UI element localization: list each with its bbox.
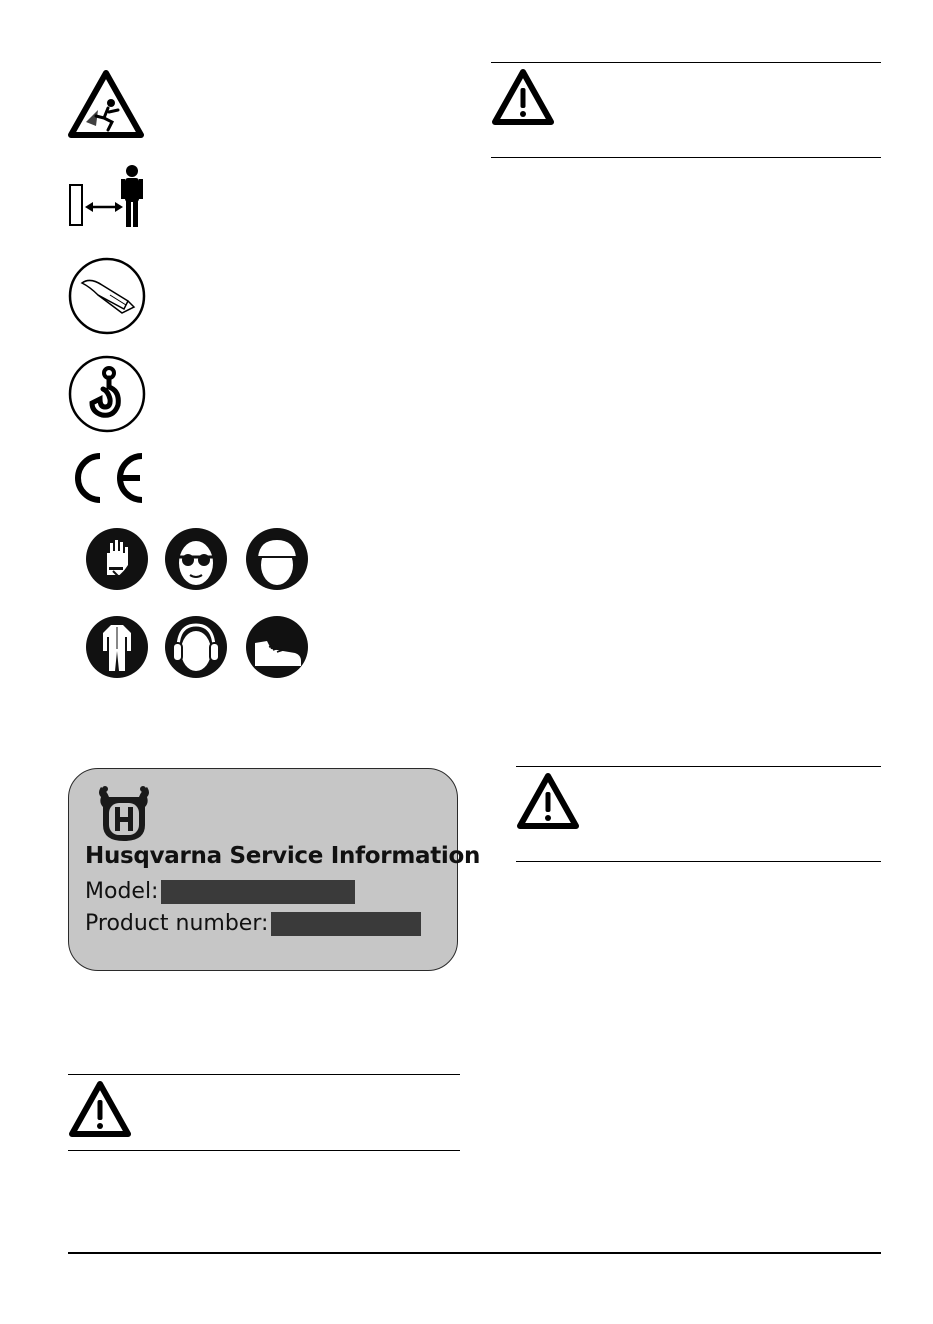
page-footer-rule (68, 1252, 881, 1254)
warning-top-rule (491, 62, 881, 63)
safety-distance-icon (68, 163, 148, 229)
crush-warning-icon (68, 70, 144, 138)
warning-bottom-rule (68, 1150, 460, 1151)
service-information-plate (68, 768, 481, 971)
lifting-hook-icon (68, 355, 146, 433)
protective-clothing-icon (85, 615, 149, 679)
helmet-icon (245, 527, 309, 591)
safety-boots-icon (245, 615, 309, 679)
product-number-value-box[interactable] (271, 912, 421, 936)
model-value-box[interactable] (161, 880, 355, 904)
warning-triangle-icon (491, 68, 555, 126)
warning-triangle-icon (516, 772, 580, 830)
product-number-label: Product number: (85, 911, 269, 936)
read-manual-icon (68, 257, 146, 335)
ce-mark-icon (68, 452, 146, 504)
model-label: Model: (85, 879, 159, 904)
ear-protection-icon (164, 615, 228, 679)
warning-triangle-icon (68, 1080, 132, 1138)
product-number-field (85, 911, 421, 936)
warning-top-rule (68, 1074, 460, 1075)
husqvarna-logo-icon (95, 783, 153, 845)
protective-gloves-icon (85, 527, 149, 591)
warning-top-rule (516, 766, 881, 767)
warning-bottom-rule (491, 157, 881, 158)
model-field (85, 879, 355, 904)
eye-protection-icon (164, 527, 228, 591)
service-plate-title: Husqvarna Service Information (85, 843, 481, 869)
warning-bottom-rule (516, 861, 881, 862)
